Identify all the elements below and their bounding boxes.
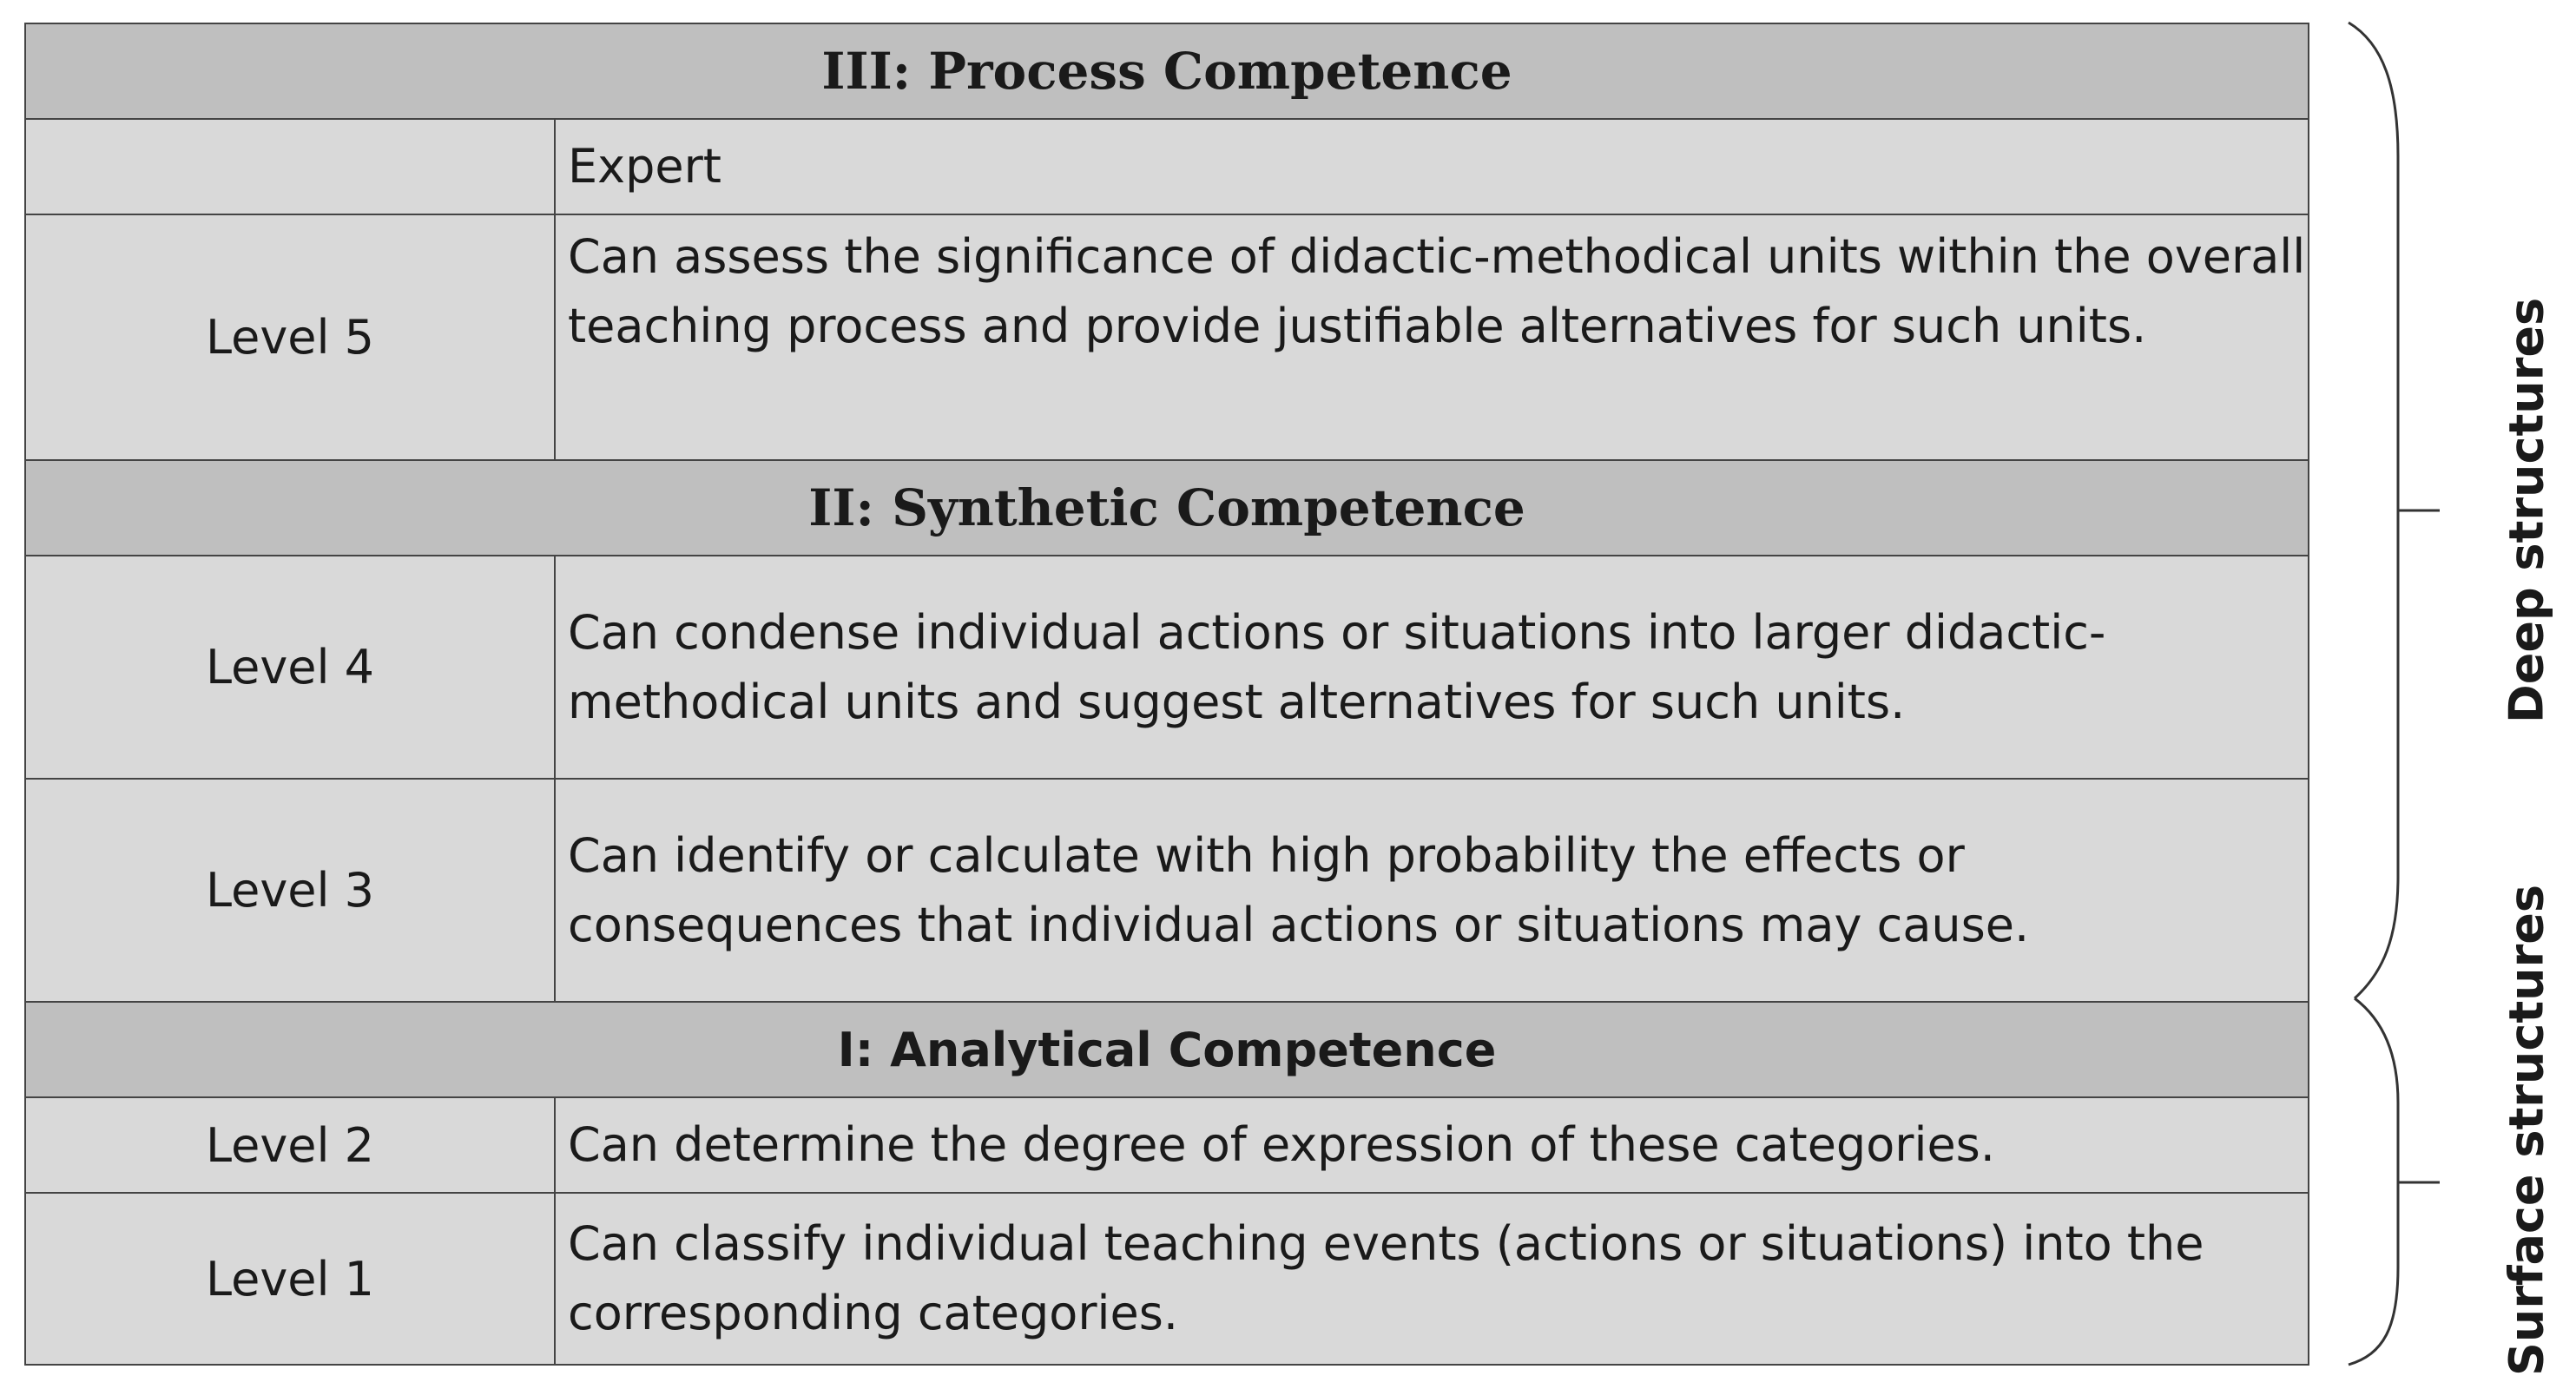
surface-structures-label: Surface structures	[2499, 884, 2554, 1377]
section-title-process-competence: III: Process Competence	[25, 23, 2309, 119]
level-label: Level 2	[25, 1097, 555, 1193]
level-label: Level 4	[25, 556, 555, 779]
expert-label: Expert	[568, 139, 721, 194]
section-title-analytical-competence: I: Analytical Competence	[25, 1002, 2309, 1097]
description-line: methodical units and suggest alternatives for such units.	[568, 674, 1906, 729]
description-line: corresponding categories.	[568, 1286, 1179, 1340]
description-line: teaching process and provide justifiable alternatives for such units.	[568, 299, 2147, 353]
description-line: Can assess the significance of didactic-methodical units within the overall	[568, 229, 2306, 284]
competence-levels-table	[24, 23, 2309, 1366]
table-row	[25, 779, 2309, 1002]
level-description	[555, 214, 2309, 460]
section-header-row	[25, 460, 2309, 556]
level-description	[555, 556, 2309, 779]
section-title-synthetic-competence: II: Synthetic Competence	[25, 460, 2309, 556]
description-line: Can classify individual teaching events (actions or situations) into the	[568, 1216, 2204, 1271]
level-description	[555, 1097, 2309, 1193]
description-line: Can condense individual actions or situations into larger didactic-	[568, 604, 2106, 660]
section-header-row	[25, 1002, 2309, 1097]
table-row	[25, 119, 2309, 214]
table-row	[25, 556, 2309, 779]
deep-structures-brace	[2349, 23, 2398, 998]
description-line: consequences that individual actions or situations may cause.	[568, 897, 2030, 952]
expert-cell	[555, 119, 2309, 214]
section-header-row	[25, 23, 2309, 119]
empty-level-cell	[25, 119, 555, 214]
description-line: Can identify or calculate with high probability the effects or	[568, 827, 1965, 883]
table-row	[25, 214, 2309, 460]
level-description	[555, 779, 2309, 1002]
table-row	[25, 1193, 2309, 1365]
level-label: Level 5	[25, 214, 555, 460]
level-label: Level 3	[25, 779, 555, 1002]
level-label: Level 1	[25, 1193, 555, 1365]
description-line: Can determine the degree of expression of these categories.	[568, 1117, 1995, 1172]
table-row	[25, 1097, 2309, 1193]
level-description	[555, 1193, 2309, 1365]
surface-structures-brace	[2349, 998, 2398, 1365]
deep-structures-label: Deep structures	[2499, 297, 2554, 724]
